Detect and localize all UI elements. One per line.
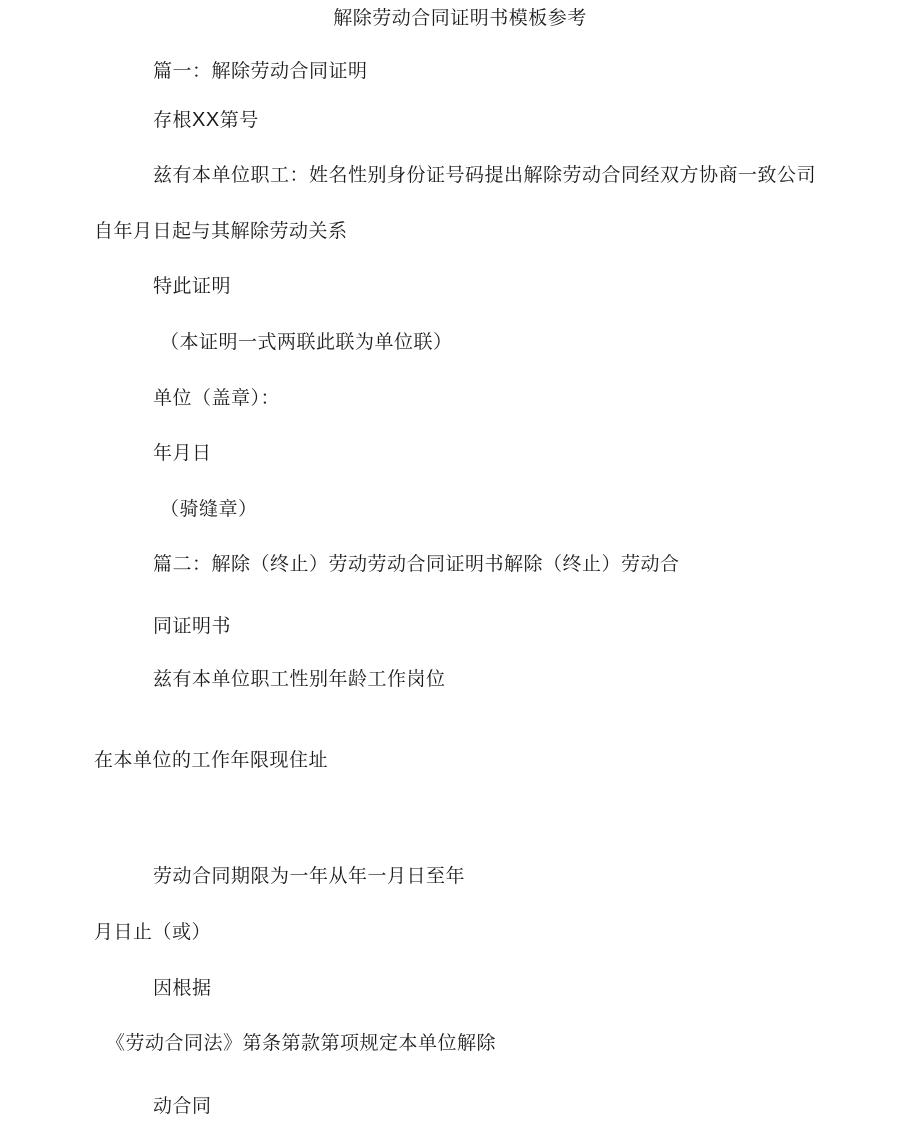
paragraph-line: 单位（盖章）： [153, 387, 281, 409]
document-title: 解除劳动合同证明书模板参考 [333, 7, 587, 29]
paragraph-line: 《劳动合同法》第条第款第项规定本单位解除 [106, 1032, 497, 1054]
paragraph-line: （骑缝章） [160, 498, 258, 520]
stub-label: 存根 [153, 109, 193, 131]
paragraph-line: 动合同 [153, 1095, 212, 1117]
paragraph-line: 月日止（或） [94, 921, 212, 943]
paragraph-line: 年月日 [153, 442, 212, 464]
section-heading-2: 篇二：解除（终止）劳动劳动合同证明书解除（终止）劳动合 [153, 553, 680, 575]
paragraph-line: 自年月日起与其解除劳动关系 [94, 220, 348, 242]
stub-number-label: 第号 [219, 109, 259, 131]
paragraph-line: 兹有本单位职工：姓名性别身份证号码提出解除劳动合同经双方协商一致公司 [153, 164, 817, 186]
paragraph-line: 兹有本单位职工性别年龄工作岗位 [153, 668, 446, 690]
paragraph-line: 在本单位的工作年限现住址 [94, 749, 329, 771]
section-heading-1: 篇一：解除劳动合同证明 [153, 60, 368, 82]
paragraph-line: 同证明书 [153, 615, 232, 637]
stub-number-line [153, 108, 259, 132]
stub-code: XX [192, 109, 220, 131]
paragraph-line: 因根据 [153, 977, 212, 999]
paragraph-line: （本证明一式两联此联为单位联） [160, 331, 453, 353]
paragraph-line: 劳动合同期限为一年从年一月日至年 [153, 865, 466, 887]
paragraph-line: 特此证明 [153, 275, 232, 297]
